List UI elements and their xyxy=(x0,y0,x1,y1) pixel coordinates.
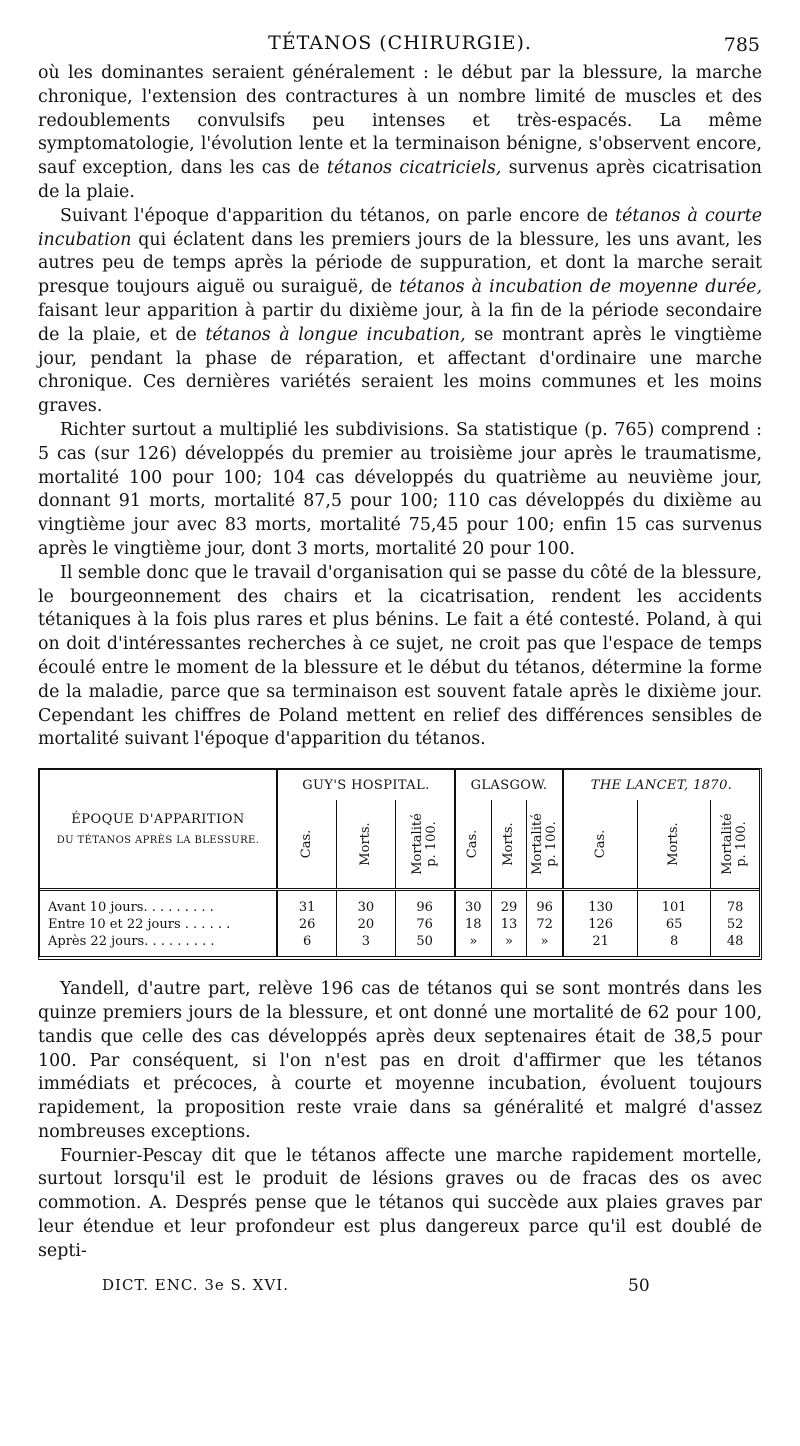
table-cell: 20 xyxy=(337,916,395,933)
col-mortalite-line-2: p. 100. xyxy=(543,821,559,867)
epoque-header-line-2: DU TÉTANOS APRÈS LA BLESSURE. xyxy=(56,835,260,847)
paragraph-2-part-c: faisant leur apparition à partir du dixième jour, à la fin de la période secondaire de la plaie, et de xyxy=(38,300,762,345)
table-cell: 6 xyxy=(277,933,337,956)
row-label: Avant 10 jours. . . . . . . . . xyxy=(40,890,277,917)
col-cas-label: Cas. xyxy=(465,829,481,859)
paragraph-1-end: survenus après cicatrisation de la plaie. xyxy=(38,158,762,202)
row-label: Après 22 jours. . . . . . . . . xyxy=(40,933,277,956)
table-cell: » xyxy=(491,933,526,956)
paragraph-2-emphasis-2: tétanos à incubation de moyenne durée, xyxy=(399,277,762,298)
table-cell: 52 xyxy=(726,917,744,933)
col-mortalite-label xyxy=(411,813,439,875)
col-morts-label: Morts. xyxy=(357,822,373,866)
table-cell: 72 xyxy=(527,916,563,933)
table-cell: 31 xyxy=(277,890,337,917)
paragraph-1-text: où les dominantes seraient généralement : le début par la blessure, la marche chronique, l'extension des contractures à un nombre limité de muscles et des redoublements convulsifs peu intenses et très-espacés. La même symptomatologie, l'évolution lente et la terminaison bénigne, s'observent encore, sauf exception, dans les cas de xyxy=(38,63,762,179)
mortality-table xyxy=(38,768,762,960)
table-cell: 130 xyxy=(563,890,638,917)
table-cell: » xyxy=(455,933,491,956)
table-cell: 96 xyxy=(527,890,563,917)
table-cell: 26 xyxy=(277,916,337,933)
hospital-lancet-label: THE LANCET, 1870. xyxy=(590,777,733,793)
col-mortalite xyxy=(711,800,759,890)
table-cell: 65 xyxy=(638,916,711,933)
col-cas-label: Cas. xyxy=(592,829,608,859)
paragraph-2 xyxy=(38,205,762,419)
col-cas-label: Cas. xyxy=(299,829,315,859)
table-cell: 30 xyxy=(455,890,491,917)
table-cell: 48 xyxy=(726,934,744,950)
paragraph-5: Yandell, d'autre part, relève 196 cas de tétanos qui se sont montrés dans les quinze premiers jours de la blessure, et ont donné une mortalité de 62 pour 100, tandis que celle des cas développés après deux septenaires était de 38,5 pour 100. Par conséquent, si l'on n'est pas en droit d'affirmer que les tétanos immédiats et précoces, à courte et moyenne incubation, évoluent toujours rapidement, la proposition reste vraie dans sa généralité et malgré d'assez nombreuses exceptions. xyxy=(38,979,762,1142)
col-mortalite-line-1: Mortalité xyxy=(529,813,545,875)
table-cell: 30 xyxy=(337,890,395,917)
paragraph-4: Il semble donc que le travail d'organisation qui se passe du côté de la blessure, le bourgeonnement des chairs et la cicatrisation, rendent les accidents tétaniques à la fois plus rares et plus bénins. Le fait a été contesté. Poland, à qui on doit d'intéressantes recherches à ce sujet, ne croit pas que l'espace de temps écoulé entre le moment de la blessure et le début du tétanos, détermine la forme de la maladie, parce que sa terminaison est souvent fatale après le dixième jour. Cependant les chiffres de Poland mettent en relief des différences sensibles de mortalité suivant l'époque d'apparition du tétanos. xyxy=(38,562,762,750)
col-morts-label: Morts. xyxy=(666,822,682,866)
col-mortalite-label xyxy=(531,813,559,875)
col-mortalite-label xyxy=(721,813,749,875)
paragraph-2-part-b: qui éclatent dans les premiers jours de la blessure, les uns avant, les autres peu de temps après la période de suppuration, et dont la marche serait presque toujours aiguë ou suraiguë, de xyxy=(38,229,762,298)
table-cell: 78 xyxy=(726,900,744,916)
table-cell: 101 xyxy=(638,890,711,917)
paragraph-1-emphasis: tétanos cicatriciels, xyxy=(326,158,502,179)
signature-mark: DICT. ENC. 3e S. XVI. xyxy=(102,1275,289,1294)
running-header xyxy=(38,28,762,62)
page-footer xyxy=(38,1276,762,1306)
col-morts xyxy=(638,800,711,890)
table-cell: 29 xyxy=(491,890,526,917)
table-cell: 96 xyxy=(395,890,455,917)
paragraph-6: Fournier-Pescay dit que le tétanos affecte une marche rapidement mortelle, surtout lorsqu'il est le produit de lésions graves ou de fracas des os avec commotion. A. Després pense que le tétanos qui succède aux plaies graves par leur étendue et leur profondeur est plus dangereux parce qu'il est doublé de septi- xyxy=(38,1145,762,1261)
col-mortalite xyxy=(395,800,455,890)
col-mortalite-line-2: p. 100. xyxy=(734,821,750,867)
col-cas xyxy=(563,800,638,890)
running-title: TÉTANOS (CHIRURGIE). xyxy=(268,32,532,54)
table-cell: 13 xyxy=(491,916,526,933)
hospital-lancet xyxy=(563,770,759,800)
hospital-glasgow: GLASGOW. xyxy=(455,770,563,800)
paragraph-1 xyxy=(38,62,762,205)
table-row xyxy=(40,890,759,917)
table-cell: 8 xyxy=(638,933,711,956)
sheet-number: 50 xyxy=(628,1275,650,1296)
paragraph-3: Richter surtout a multiplié les subdivisions. Sa statistique (p. 765) comprend : 5 cas (sur 126) développés du premier au troisième jour après le traumatisme, mortalité 100 pour 100; 104 cas développés du quatrième au neuvième jour, donnant 91 morts, mortalité 87,5 pour 100; 110 cas développés du dixième au vingtième jour avec 83 morts, mortalité 75,45 pour 100; enfin 15 cas survenus après le vingtième jour, dont 3 morts, mortalité 20 pour 100. xyxy=(38,419,762,559)
col-mortalite-line-2: p. 100. xyxy=(423,821,439,867)
table-cell: 3 xyxy=(337,933,395,956)
hospital-guys: GUY'S HOSPITAL. xyxy=(277,770,455,800)
paragraph-2-part-a: Suivant l'époque d'apparition du tétanos, on parle encore de xyxy=(60,205,616,226)
table-row xyxy=(40,916,759,933)
table-row xyxy=(40,933,759,956)
page-number: 785 xyxy=(723,34,760,56)
col-morts xyxy=(337,800,395,890)
row-label: Entre 10 et 22 jours . . . . . . xyxy=(40,916,277,933)
table-cell: 76 xyxy=(395,916,455,933)
table-cell: » xyxy=(527,933,563,956)
paragraph-2-emphasis-3: tétanos à longue incubation, xyxy=(205,324,466,345)
col-cas xyxy=(455,800,491,890)
table-cell: 126 xyxy=(563,916,638,933)
epoque-header xyxy=(40,770,277,890)
page xyxy=(38,28,762,1306)
table-cell: 21 xyxy=(563,933,638,956)
paragraph-2-emphasis-1: tétanos à courte incubation xyxy=(38,205,762,250)
col-mortalite-line-1: Mortalité xyxy=(720,813,736,875)
table-cell: 18 xyxy=(455,916,491,933)
col-cas xyxy=(277,800,337,890)
col-mortalite-line-1: Mortalité xyxy=(409,813,425,875)
col-morts xyxy=(491,800,526,890)
col-mortalite xyxy=(527,800,563,890)
col-morts-label: Morts. xyxy=(500,822,516,866)
paragraph-2-part-d: se montrant après le vingtième jour, pendant la phase de réparation, et affectant d'ordinaire une marche chronique. Ces dernières variétés seraient les moins communes et les moins graves. xyxy=(38,324,762,417)
epoque-header-line-1: ÉPOQUE D'APPARITION xyxy=(71,812,245,828)
table-cell: 50 xyxy=(395,933,455,956)
